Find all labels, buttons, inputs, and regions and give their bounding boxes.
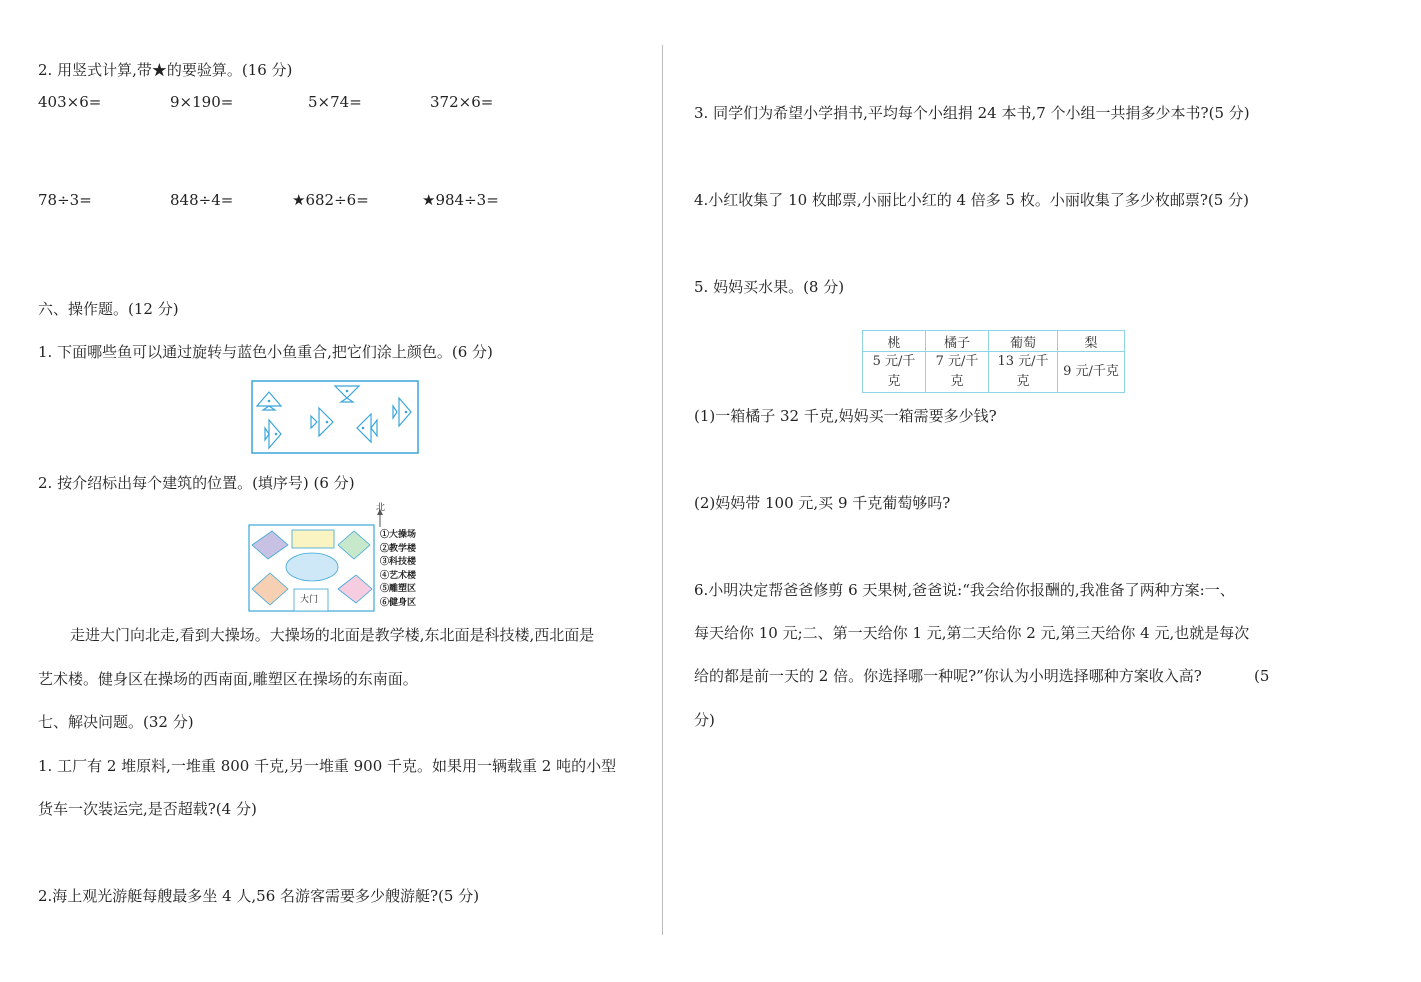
building-n [292, 530, 334, 548]
q6-line2: 每天给你 10 元;二、第一天给你 1 元,第二天给你 2 元,第三天给你 4 元,也就是每次 [694, 624, 1250, 642]
section6-title: 六、操作题。(12 分) [38, 300, 179, 318]
calc-682div6: ★682÷6= [292, 191, 369, 209]
map-legend [380, 529, 416, 610]
calc-403x6: 403×6= [38, 93, 102, 111]
building-ne [338, 531, 370, 559]
legend-item: ⑤雕塑区 [380, 584, 417, 594]
building-sw [252, 573, 288, 605]
s6-q2: 2. 按介绍标出每个建筑的位置。(填序号) (6 分) [38, 474, 355, 492]
campus-map-figure [248, 503, 428, 615]
building-se [338, 575, 372, 603]
legend-item: ⑥健身区 [380, 597, 417, 608]
legend-item: ③科技楼 [380, 557, 417, 567]
s7-q1-line2: 货车一次装运完,是否超载?(4 分) [38, 800, 257, 818]
q6-line3: 给的都是前一天的 2 倍。你选择哪一种呢?”你认为小明选择哪种方案收入高? [694, 667, 1202, 685]
q6-line1: 6.小明决定帮爸爸修剪 6 天果树,爸爸说:“我会给你报酬的,我准备了两种方案:一、 [694, 581, 1235, 599]
north-label: 北 [376, 503, 386, 513]
q2-title: 2. 用竖式计算,带★的要验算。(16 分) [38, 61, 293, 79]
header-orange: 橘子 [926, 331, 989, 352]
fish-shape-1 [257, 392, 281, 406]
calc-372x6: 372×6= [430, 93, 494, 111]
q3: 3. 同学们为希望小学捐书,平均每个小组捐 24 本书,7 个小组一共捐多少本书?(5 分) [694, 104, 1250, 122]
calc-78div3: 78÷3= [38, 191, 92, 209]
building-nw [252, 531, 288, 559]
header-peach: 桃 [863, 331, 926, 352]
price-pear: 9 元/千克 [1058, 352, 1125, 393]
calc-9x190: 9×190= [170, 93, 234, 111]
header-pear: 梨 [1058, 331, 1125, 352]
calc-5x74: 5×74= [308, 93, 362, 111]
q5-sub1: (1)一箱橘子 32 千克,妈妈买一箱需要多少钱? [694, 407, 997, 425]
s7-q1-line1: 1. 工厂有 2 堆原料,一堆重 800 千克,另一堆重 900 千克。如果用一辆载重 2 吨的小型 [38, 757, 617, 775]
desc-line-2: 艺术楼。健身区在操场的西南面,雕塑区在操场的东南面。 [38, 670, 418, 688]
q6-points: (5 [1254, 667, 1270, 685]
playground-ellipse [286, 553, 338, 581]
section7-title: 七、解决问题。(32 分) [38, 713, 194, 731]
q4: 4.小红收集了 10 枚邮票,小丽比小红的 4 倍多 5 枚。小丽收集了多少枚邮票?(5 分) [694, 191, 1249, 209]
desc-line-1: 走进大门向北走,看到大操场。大操场的北面是教学楼,东北面是科技楼,西北面是 [70, 626, 595, 644]
gate-label: 大门 [300, 595, 319, 605]
legend-item: ②教学楼 [380, 543, 417, 554]
q6-line4: 分) [694, 711, 715, 729]
fruit-price-table [862, 330, 1125, 393]
q5-sub2: (2)妈妈带 100 元,买 9 千克葡萄够吗? [694, 494, 951, 512]
fish-rotation-figure [251, 380, 419, 454]
legend-item: ①大操场 [380, 530, 417, 540]
price-grape: 13 元/千 克 [989, 352, 1058, 393]
price-orange: 7 元/千 克 [926, 352, 989, 393]
s7-q2: 2.海上观光游艇每艘最多坐 4 人,56 名游客需要多少艘游艇?(5 分) [38, 887, 480, 905]
legend-item: ④艺术楼 [380, 570, 417, 581]
s6-q1: 1. 下面哪些鱼可以通过旋转与蓝色小鱼重合,把它们涂上颜色。(6 分) [38, 343, 493, 361]
column-divider [662, 45, 663, 935]
header-grape: 葡萄 [989, 331, 1058, 352]
q5: 5. 妈妈买水果。(8 分) [694, 278, 845, 296]
calc-984div3: ★984÷3= [422, 191, 499, 209]
calc-848div4: 848÷4= [170, 191, 234, 209]
price-peach: 5 元/千 克 [863, 352, 926, 393]
